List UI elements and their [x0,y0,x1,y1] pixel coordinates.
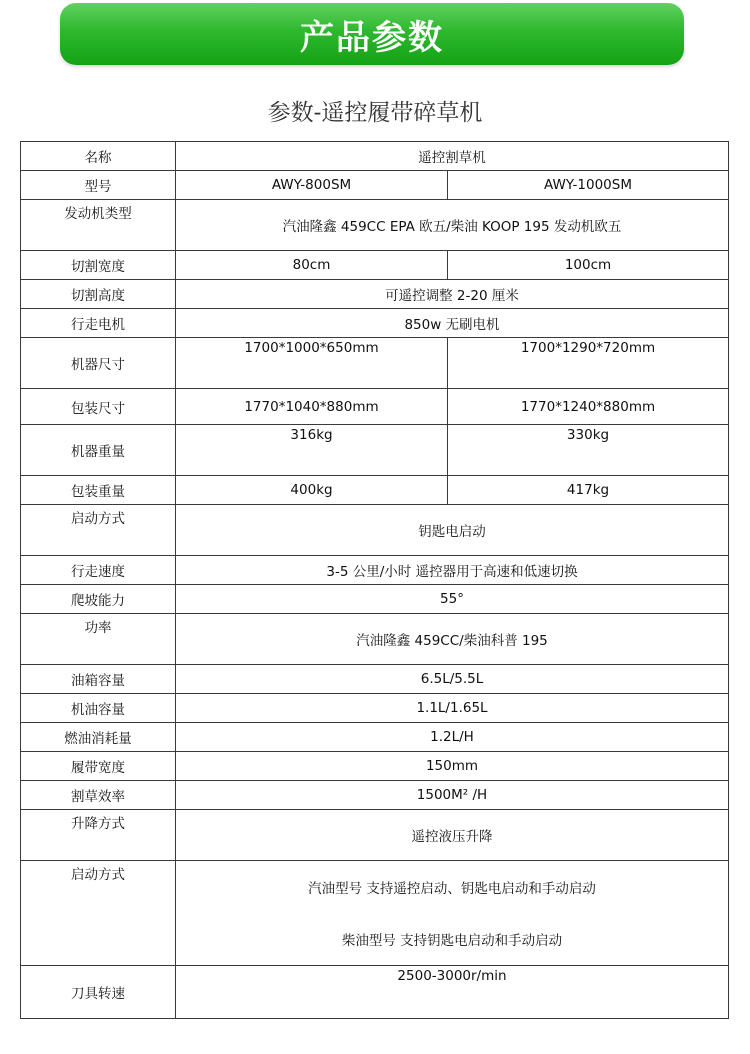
row-value-b: 417kg [448,476,729,505]
row-value: 汽油隆鑫 459CC EPA 欧五/柴油 KOOP 195 发动机欧五 [176,200,729,251]
banner-title: 产品参数 [300,17,444,58]
table-row [21,810,729,861]
table-row [21,665,729,694]
row-label: 机器尺寸 [21,338,176,389]
table-row [21,476,729,505]
spec-table [20,141,729,1019]
table-row [21,752,729,781]
row-label: 机油容量 [21,694,176,723]
table-row [21,505,729,556]
row-value: 1.2L/H [176,723,729,752]
row-label: 型号 [21,171,176,200]
row-value: 1500M² /H [176,781,729,810]
row-label: 行走电机 [21,309,176,338]
row-label: 履带宽度 [21,752,176,781]
row-value: 遥控割草机 [176,142,729,171]
table-row [21,723,729,752]
row-label: 包装重量 [21,476,176,505]
table-row [21,142,729,171]
row-label: 油箱容量 [21,665,176,694]
row-value: 钥匙电启动 [176,505,729,556]
start-option-gas: 汽油型号 支持遥控启动、钥匙电启动和手动启动 [308,881,596,897]
row-value: 850w 无刷电机 [176,309,729,338]
row-value-a: AWY-800SM [176,171,448,200]
row-label: 启动方式 [21,505,176,556]
table-row [21,171,729,200]
row-label: 燃油消耗量 [21,723,176,752]
row-value-a: 316kg [176,425,448,476]
row-value: 6.5L/5.5L [176,665,729,694]
row-label: 行走速度 [21,556,176,585]
row-value-b: 100cm [448,251,729,280]
table-row [21,781,729,810]
table-row [21,338,729,389]
row-label: 机器重量 [21,425,176,476]
row-label: 名称 [21,142,176,171]
row-value: 汽油隆鑫 459CC/柴油科普 195 [176,614,729,665]
row-label: 发动机类型 [21,200,176,251]
table-row [21,861,729,966]
page-subtitle: 参数-遥控履带碎草机 [267,100,483,126]
start-options [180,861,724,965]
row-value [176,861,729,966]
row-value-a: 1770*1040*880mm [176,389,448,425]
table-row [21,694,729,723]
row-label: 升降方式 [21,810,176,861]
row-value: 2500-3000r/min [176,966,729,1019]
row-value: 3-5 公里/小时 遥控器用于高速和低速切换 [176,556,729,585]
row-label: 功率 [21,614,176,665]
row-value: 150mm [176,752,729,781]
row-value-a: 1700*1000*650mm [176,338,448,389]
table-row [21,280,729,309]
table-row [21,585,729,614]
table-row [21,966,729,1019]
table-row [21,389,729,425]
row-value: 1.1L/1.65L [176,694,729,723]
row-value-b: 330kg [448,425,729,476]
row-value-b: AWY-1000SM [448,171,729,200]
row-label: 切割宽度 [21,251,176,280]
row-value-b: 1770*1240*880mm [448,389,729,425]
row-label: 刀具转速 [21,966,176,1019]
table-row [21,251,729,280]
row-value: 遥控液压升降 [176,810,729,861]
row-value-a: 400kg [176,476,448,505]
row-value: 可遥控调整 2-20 厘米 [176,280,729,309]
row-value: 55° [176,585,729,614]
row-value-a: 80cm [176,251,448,280]
row-label: 启动方式 [21,861,176,966]
row-value-b: 1700*1290*720mm [448,338,729,389]
section-banner [60,3,684,65]
table-row [21,200,729,251]
row-label: 切割高度 [21,280,176,309]
table-row [21,556,729,585]
table-row [21,425,729,476]
row-label: 包装尺寸 [21,389,176,425]
row-label: 爬坡能力 [21,585,176,614]
table-row [21,614,729,665]
row-label: 割草效率 [21,781,176,810]
start-option-diesel: 柴油型号 支持钥匙电启动和手动启动 [341,933,563,949]
table-row [21,309,729,338]
